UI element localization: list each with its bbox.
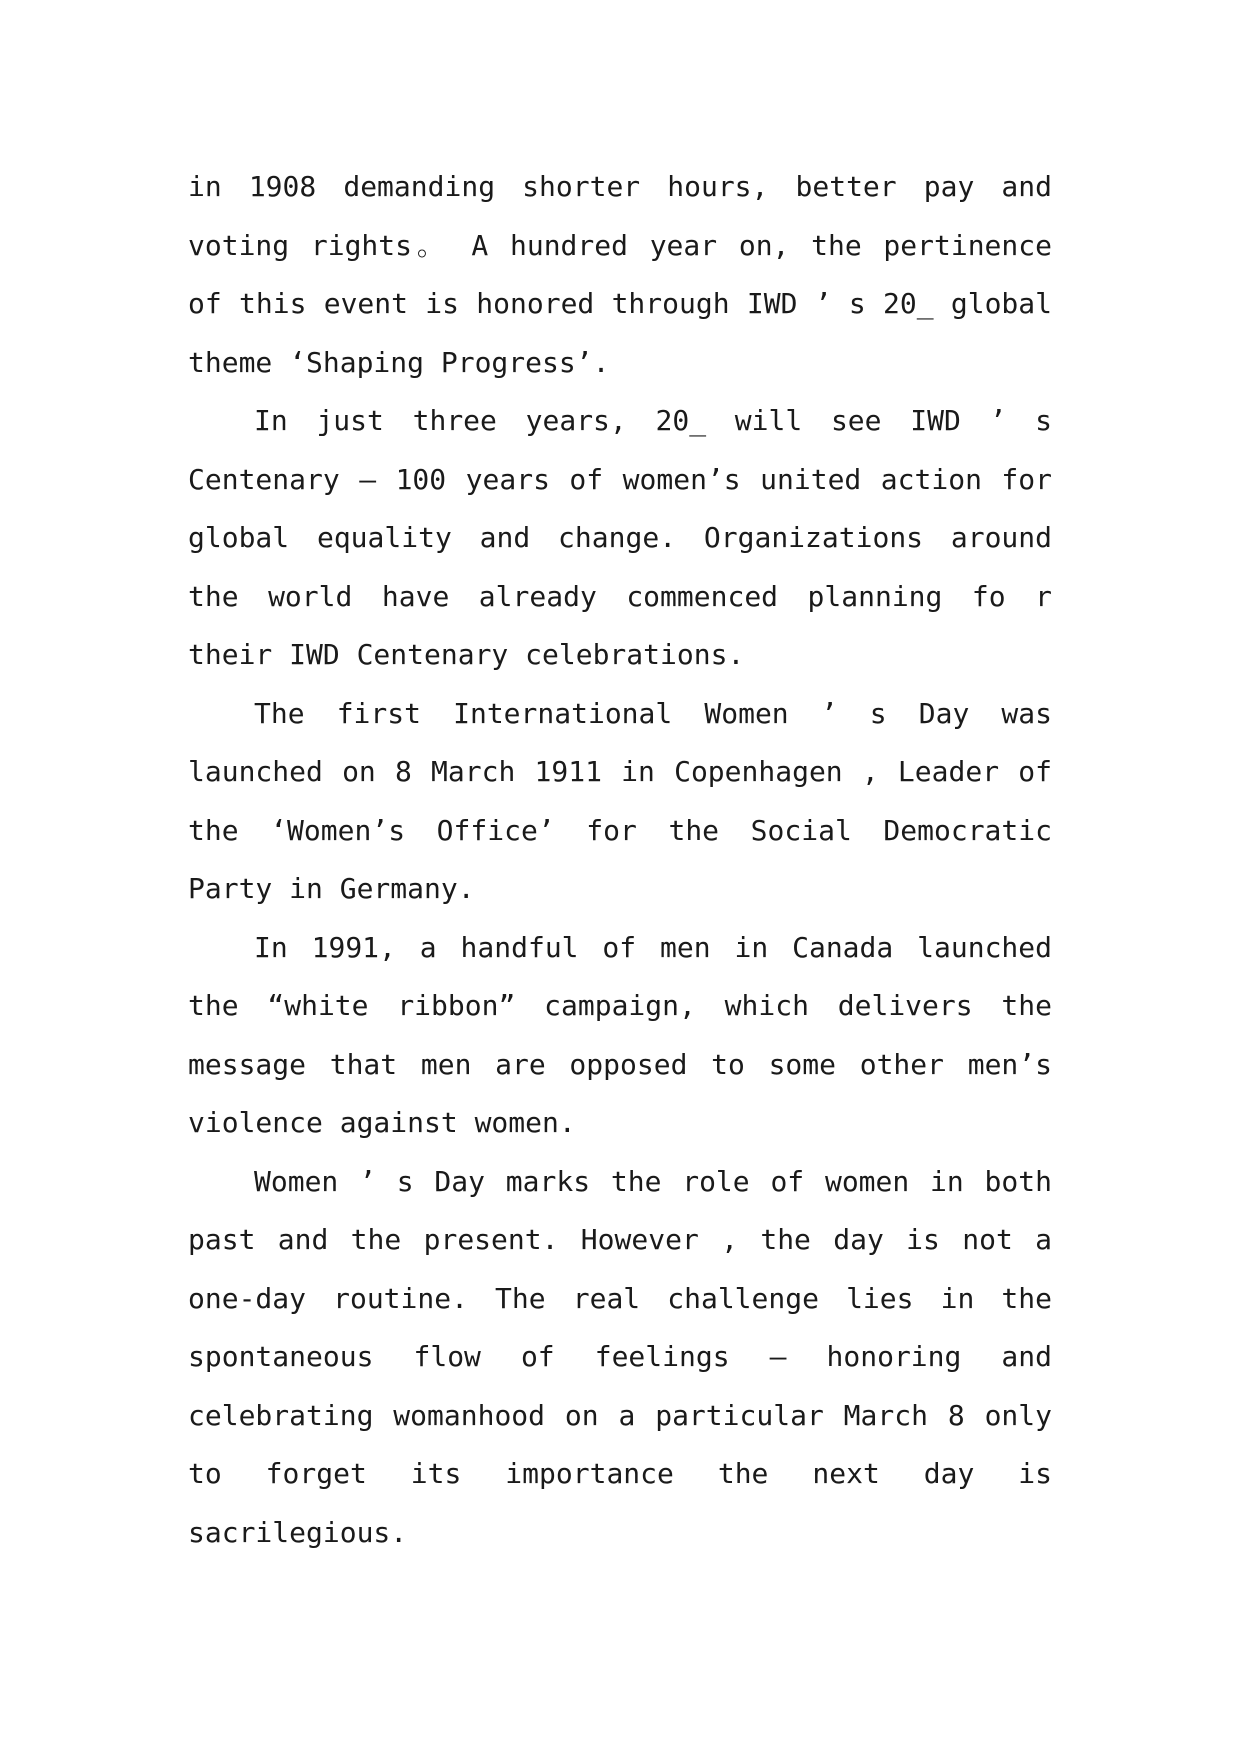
paragraph-1: in 1908 demanding shorter hours, better pay and voting rights。 A hundred year on, the pertinence of this event is honored through IWD ’ s 20_ global theme ‘Shaping Progress’. <box>188 170 1052 379</box>
paragraph-4: In 1991, a handful of men in Canada launched the “white ribbon” campaign, which delivers the message that men are opposed to some other men’s violence against women. <box>188 930 1052 1139</box>
document-body <box>188 158 1052 1562</box>
paragraph-3: The first International Women ’ s Day was launched on 8 March 1911 in Copenhagen , Leader of the ‘Women’s Office’ for the Social Democratic Party in Germany. <box>188 696 1052 905</box>
paragraph-5: Women ’ s Day marks the role of women in both past and the present. However , the day is not a one-day routine. The real challenge lies in the spontaneous flow of feelings – honoring and celebrating womanhood on a particular March 8 only to forget its importance the next day is sacrilegious. <box>188 1164 1052 1549</box>
paragraph-2: In just three years, 20_ will see IWD ’ s Centenary – 100 years of women’s united action for global equality and change. Organizations around the world have already commenced planning fo r their IWD Centenary celebrations. <box>188 404 1052 671</box>
